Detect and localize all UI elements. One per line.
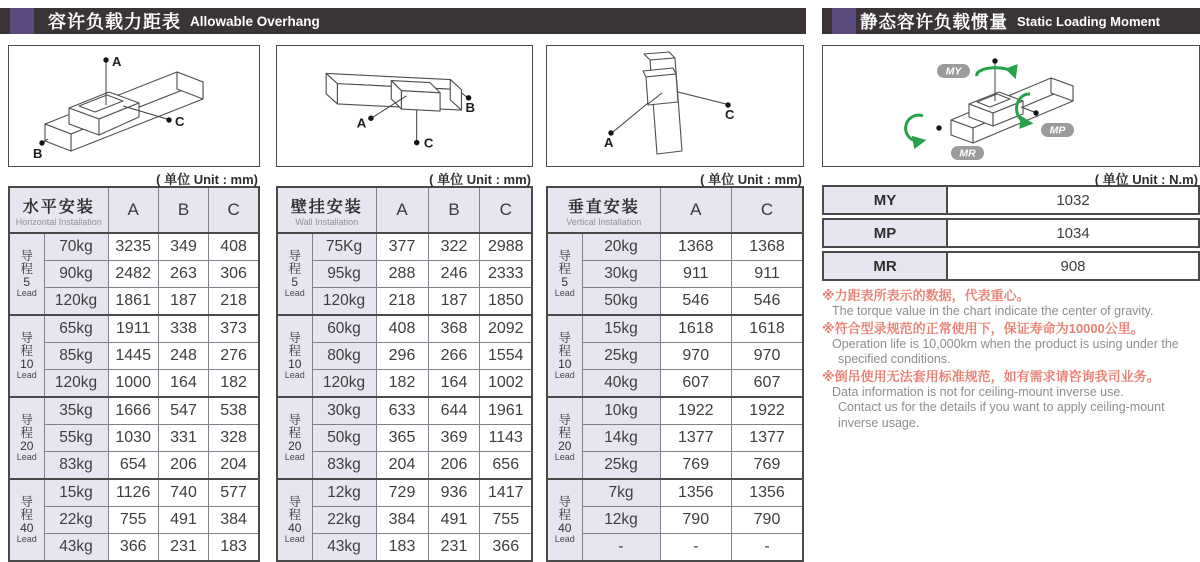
value-cell: 970: [732, 343, 804, 370]
value-cell: 1554: [480, 343, 532, 370]
value-cell: 538: [209, 397, 259, 425]
value-cell: 204: [376, 452, 428, 480]
weight-cell: 7kg: [582, 479, 660, 507]
weight-cell: 90kg: [44, 261, 108, 288]
table-row: [277, 507, 532, 534]
value-cell: 266: [428, 343, 480, 370]
value-cell: 322: [428, 233, 480, 261]
mr-label: MR: [959, 147, 976, 160]
weight-cell: 22kg: [312, 507, 376, 534]
table-row: [547, 343, 803, 370]
wall-installation-table: [276, 186, 533, 562]
weight-cell: 43kg: [312, 534, 376, 562]
note-line-en: Operation life is 10,000km when the product is using under the: [832, 336, 1179, 351]
lead-cell: 导 程 5 Lead: [277, 233, 312, 315]
table-title-en: Horizontal Installation: [15, 216, 102, 227]
lead-cell: 导 程 40 Lead: [277, 479, 312, 561]
mp-label: MP: [1049, 124, 1066, 137]
table-row: [277, 534, 532, 562]
value-cell: -: [732, 534, 804, 562]
column-header: A: [376, 187, 428, 233]
moment-label: MR: [824, 253, 948, 279]
value-cell: 408: [209, 233, 259, 261]
table-row: [9, 479, 259, 507]
value-cell: 1961: [480, 397, 532, 425]
value-cell: 491: [428, 507, 480, 534]
weight-cell: 120kg: [44, 288, 108, 316]
value-cell: 546: [660, 288, 731, 316]
lead-cell: 导 程 10 Lead: [547, 315, 582, 397]
my-label: MY: [945, 65, 962, 78]
value-cell: 1618: [732, 315, 804, 343]
note-line-en: Contact us for the details if you want to apply ceiling-mount: [838, 400, 1165, 414]
weight-cell: 50kg: [312, 425, 376, 452]
moment-row: [822, 218, 1200, 248]
value-cell: 769: [732, 452, 804, 480]
table-row: [9, 315, 259, 343]
weight-cell: 120kg: [312, 288, 376, 316]
value-cell: 2988: [480, 233, 532, 261]
value-cell: 936: [428, 479, 480, 507]
value-cell: 644: [428, 397, 480, 425]
value-cell: 740: [158, 479, 208, 507]
value-cell: 1911: [108, 315, 158, 343]
table-row: [547, 288, 803, 316]
moment-row: [822, 185, 1200, 215]
value-cell: 408: [376, 315, 428, 343]
value-cell: 183: [209, 534, 259, 562]
value-cell: 276: [209, 343, 259, 370]
wall-installation-section: [276, 45, 533, 562]
value-cell: 246: [428, 261, 480, 288]
table-row: [277, 370, 532, 398]
moment-label: MY: [824, 187, 948, 213]
diagram-point-label: B: [33, 146, 43, 161]
value-cell: 1445: [108, 343, 158, 370]
diagram-point-label: C: [175, 114, 185, 129]
value-cell: 911: [732, 261, 804, 288]
value-cell: 296: [376, 343, 428, 370]
value-cell: 1861: [108, 288, 158, 316]
value-cell: 373: [209, 315, 259, 343]
moment-diagram: [822, 45, 1200, 167]
diagram-point-label: C: [423, 135, 434, 151]
value-cell: 377: [376, 233, 428, 261]
value-cell: 218: [376, 288, 428, 316]
value-cell: 607: [732, 370, 804, 398]
value-cell: 790: [660, 507, 731, 534]
horizontal-installation-section: [8, 45, 260, 562]
table-row: [277, 288, 532, 316]
overhang-title-en: Allowable Overhang: [190, 13, 320, 29]
weight-cell: 25kg: [582, 343, 660, 370]
horizontal-diagram-drawing: [9, 46, 259, 166]
weight-cell: 55kg: [44, 425, 108, 452]
table-title-zh: 水平安装: [22, 198, 95, 216]
table-row: [547, 261, 803, 288]
moment-label: MP: [824, 220, 948, 246]
weight-cell: 35kg: [44, 397, 108, 425]
horizontal-installation-table: [8, 186, 260, 562]
lead-cell: 导 程 20 Lead: [9, 397, 44, 479]
value-cell: 1368: [732, 233, 804, 261]
overhang-section-header: [0, 8, 806, 34]
value-cell: 384: [376, 507, 428, 534]
accent-square-icon: [10, 8, 34, 34]
value-cell: 1922: [660, 397, 731, 425]
column-header: C: [732, 187, 804, 233]
value-cell: 204: [209, 452, 259, 480]
weight-cell: 70kg: [44, 233, 108, 261]
value-cell: 328: [209, 425, 259, 452]
weight-cell: 20kg: [582, 233, 660, 261]
value-cell: 1002: [480, 370, 532, 398]
value-cell: 182: [376, 370, 428, 398]
table-row: [547, 452, 803, 480]
value-cell: 769: [660, 452, 731, 480]
note-line-en: specified conditions.: [838, 352, 951, 366]
weight-cell: 60kg: [312, 315, 376, 343]
wall-diagram-drawing: [277, 46, 532, 166]
value-cell: 1850: [480, 288, 532, 316]
value-cell: 164: [158, 370, 208, 398]
diagram-point-label: A: [356, 115, 367, 131]
value-cell: 1377: [732, 425, 804, 452]
note-line-zh: ※倒吊使用无法套用标准规范，如有需求请咨询我司业务。: [822, 368, 1160, 384]
table-header-row: [9, 187, 259, 233]
value-cell: 365: [376, 425, 428, 452]
value-cell: 3235: [108, 233, 158, 261]
value-cell: 1922: [732, 397, 804, 425]
weight-cell: 30kg: [582, 261, 660, 288]
lead-cell: 导 程 20 Lead: [277, 397, 312, 479]
weight-cell: 83kg: [312, 452, 376, 480]
note-line-en: The torque value in the chart indicate the center of gravity.: [832, 304, 1154, 318]
table-title-en: Wall Installation: [295, 216, 359, 227]
value-cell: 729: [376, 479, 428, 507]
moment-title-zh: 静态容许负载惯量: [860, 11, 1008, 32]
table-row: [9, 452, 259, 480]
weight-cell: -: [582, 534, 660, 562]
diagram-point-label: A: [604, 135, 614, 150]
unit-label: ( 单位 Unit : mm): [429, 172, 531, 187]
table-row: [547, 425, 803, 452]
lead-cell: 导 程 10 Lead: [277, 315, 312, 397]
table-row: [547, 479, 803, 507]
value-cell: 263: [158, 261, 208, 288]
table-row: [547, 370, 803, 398]
note-line-en: Data information is not for ceiling-mount inverse use.: [832, 384, 1124, 399]
weight-cell: 10kg: [582, 397, 660, 425]
weight-cell: 30kg: [312, 397, 376, 425]
accent-square-icon: [832, 8, 856, 34]
horizontal-diagram: [8, 45, 260, 167]
diagram-point-label: A: [112, 54, 122, 69]
value-cell: 366: [108, 534, 158, 562]
table-row: [277, 315, 532, 343]
weight-cell: 120kg: [44, 370, 108, 398]
column-header: C: [480, 187, 532, 233]
value-cell: 790: [732, 507, 804, 534]
table-row: [9, 507, 259, 534]
table-row: [9, 397, 259, 425]
value-cell: 577: [209, 479, 259, 507]
weight-cell: 85kg: [44, 343, 108, 370]
value-cell: 331: [158, 425, 208, 452]
column-header: B: [158, 187, 208, 233]
lead-cell: 导 程 5 Lead: [9, 233, 44, 315]
table-row: [9, 343, 259, 370]
notes: [822, 287, 1200, 431]
table-row: [547, 233, 803, 261]
value-cell: 970: [660, 343, 731, 370]
value-cell: 164: [428, 370, 480, 398]
note-line-en: inverse usage.: [838, 415, 920, 430]
column-header: A: [660, 187, 731, 233]
value-cell: 206: [428, 452, 480, 480]
overhang-title-zh: 容许负载力距表: [48, 12, 181, 32]
value-cell: 656: [480, 452, 532, 480]
value-cell: 1618: [660, 315, 731, 343]
table-row: [9, 370, 259, 398]
vertical-diagram: [546, 45, 804, 167]
value-cell: 187: [158, 288, 208, 316]
table-row: [277, 397, 532, 425]
value-cell: 206: [158, 452, 208, 480]
table-row: [277, 452, 532, 480]
weight-cell: 83kg: [44, 452, 108, 480]
weight-cell: 95kg: [312, 261, 376, 288]
table-row: [9, 261, 259, 288]
table-title: [277, 187, 376, 233]
weight-cell: 75Kg: [312, 233, 376, 261]
table-title: [9, 187, 108, 233]
value-cell: 633: [376, 397, 428, 425]
table-row: [547, 397, 803, 425]
unit-label: ( 单位 Unit : mm): [700, 172, 802, 187]
table-title-zh: 垂直安装: [567, 198, 640, 216]
weight-cell: 12kg: [582, 507, 660, 534]
unit-label: ( 单位 Unit : mm): [156, 172, 258, 187]
moment-value: 1032: [1056, 191, 1090, 209]
value-cell: 231: [158, 534, 208, 562]
table-title-zh: 壁挂安装: [290, 198, 363, 216]
diagram-point-label: B: [465, 100, 476, 116]
value-cell: 1377: [660, 425, 731, 452]
value-cell: 1000: [108, 370, 158, 398]
table-row: [277, 479, 532, 507]
value-cell: 306: [209, 261, 259, 288]
table-row: [277, 233, 532, 261]
value-cell: 248: [158, 343, 208, 370]
column-header: C: [209, 187, 259, 233]
column-header: B: [428, 187, 480, 233]
table-title: [547, 187, 660, 233]
weight-cell: 80kg: [312, 343, 376, 370]
table-row: [547, 534, 803, 562]
value-cell: 1356: [660, 479, 731, 507]
moment-row: [822, 251, 1200, 281]
weight-cell: 22kg: [44, 507, 108, 534]
value-cell: 654: [108, 452, 158, 480]
moment-section-header: [822, 8, 1200, 34]
lead-cell: 导 程 10 Lead: [9, 315, 44, 397]
value-cell: 231: [428, 534, 480, 562]
value-cell: 187: [428, 288, 480, 316]
value-cell: 546: [732, 288, 804, 316]
value-cell: 1143: [480, 425, 532, 452]
moment-value: 1034: [1056, 224, 1090, 242]
value-cell: 607: [660, 370, 731, 398]
diagram-point-label: C: [725, 107, 735, 122]
table-header-row: [547, 187, 803, 233]
table-row: [9, 425, 259, 452]
value-cell: 349: [158, 233, 208, 261]
value-cell: 182: [209, 370, 259, 398]
table-row: [277, 343, 532, 370]
vertical-installation-table: [546, 186, 804, 562]
weight-cell: 12kg: [312, 479, 376, 507]
table-header-row: [277, 187, 532, 233]
weight-cell: 43kg: [44, 534, 108, 562]
weight-cell: 65kg: [44, 315, 108, 343]
table-title-en: Vertical Installation: [566, 216, 642, 227]
wall-diagram: [276, 45, 533, 167]
value-cell: 547: [158, 397, 208, 425]
value-cell: 366: [480, 534, 532, 562]
weight-cell: 120kg: [312, 370, 376, 398]
lead-cell: 导 程 40 Lead: [547, 479, 582, 561]
table-row: [547, 507, 803, 534]
value-cell: 1030: [108, 425, 158, 452]
value-cell: 369: [428, 425, 480, 452]
value-cell: -: [660, 534, 731, 562]
moment-value: 908: [1060, 257, 1086, 275]
table-row: [9, 233, 259, 261]
value-cell: 288: [376, 261, 428, 288]
value-cell: 1666: [108, 397, 158, 425]
lead-cell: 导 程 20 Lead: [547, 397, 582, 479]
table-row: [547, 315, 803, 343]
value-cell: 755: [108, 507, 158, 534]
note-line-zh: ※符合型录规范的正常使用下，保证寿命为10000公里。: [822, 320, 1144, 336]
weight-cell: 14kg: [582, 425, 660, 452]
weight-cell: 15kg: [582, 315, 660, 343]
value-cell: 1368: [660, 233, 731, 261]
value-cell: 338: [158, 315, 208, 343]
table-row: [277, 425, 532, 452]
lead-cell: 导 程 5 Lead: [547, 233, 582, 315]
moment-table: [822, 185, 1200, 281]
value-cell: 491: [158, 507, 208, 534]
note-line-zh: ※力距表所表示的数据，代表重心。: [822, 288, 1030, 303]
static-loading-moment-section: [822, 45, 1200, 431]
unit-label: ( 单位 Unit : N.m): [1094, 172, 1198, 187]
vertical-diagram-drawing: [547, 46, 803, 166]
value-cell: 2092: [480, 315, 532, 343]
value-cell: 1126: [108, 479, 158, 507]
value-cell: 1356: [732, 479, 804, 507]
value-cell: 368: [428, 315, 480, 343]
vertical-installation-section: [546, 45, 804, 562]
table-row: [277, 261, 532, 288]
value-cell: 218: [209, 288, 259, 316]
value-cell: 1417: [480, 479, 532, 507]
value-cell: 2482: [108, 261, 158, 288]
weight-cell: 50kg: [582, 288, 660, 316]
weight-cell: 25kg: [582, 452, 660, 480]
table-row: [9, 534, 259, 562]
moment-title-en: Static Loading Moment: [1017, 13, 1160, 29]
weight-cell: 15kg: [44, 479, 108, 507]
value-cell: 183: [376, 534, 428, 562]
value-cell: 384: [209, 507, 259, 534]
table-row: [9, 288, 259, 316]
lead-cell: 导 程 40 Lead: [9, 479, 44, 561]
value-cell: 2333: [480, 261, 532, 288]
column-header: A: [108, 187, 158, 233]
weight-cell: 40kg: [582, 370, 660, 398]
value-cell: 911: [660, 261, 731, 288]
value-cell: 755: [480, 507, 532, 534]
moment-diagram-drawing: [823, 46, 1199, 166]
